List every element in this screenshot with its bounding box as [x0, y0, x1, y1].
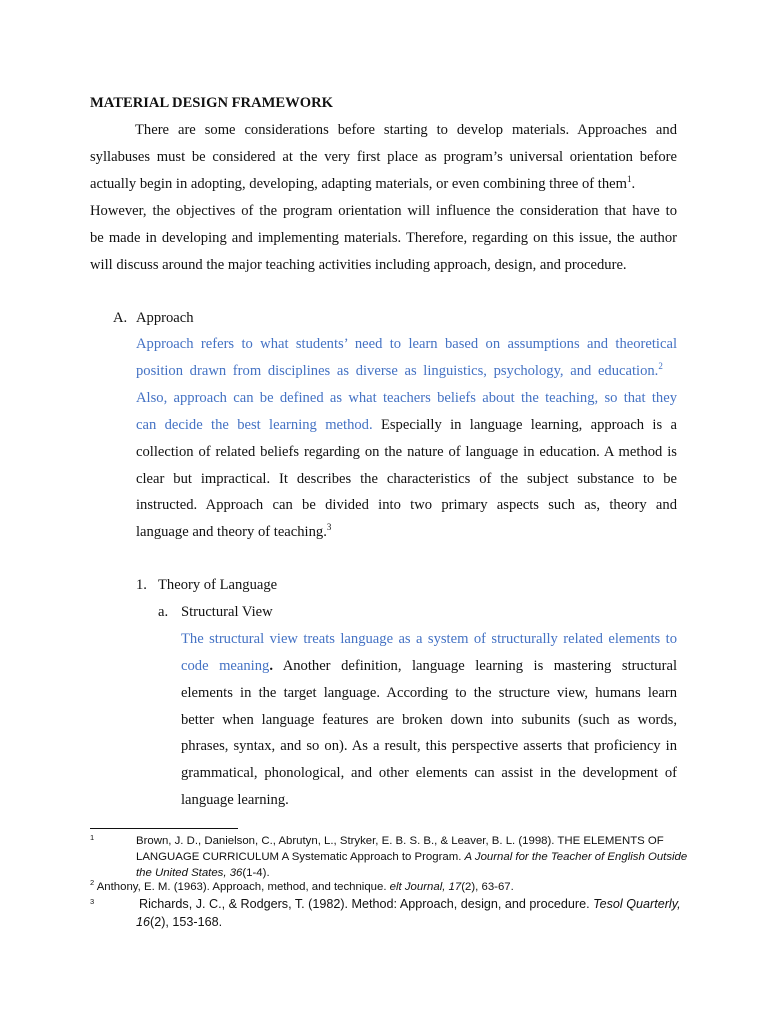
- approach-line: position drawn from disciplines as diverse as linguistics, psychology, and education.$^2$: [136, 361, 663, 379]
- item-heading: Structural View: [181, 604, 273, 620]
- footnote-ref: 2: [658, 361, 663, 372]
- footnote-separator: [90, 828, 238, 829]
- footnote-number: 2: [90, 878, 95, 888]
- intro-line: However, the objectives of the program orientation will influence the consideration that have to: [90, 203, 677, 219]
- approach-line: can decide the best learning method. Especially in language learning, approach is a: [136, 417, 677, 433]
- structural-line: code meaning. Another definition, language learning is mastering structural: [181, 658, 677, 674]
- section-heading: Approach: [136, 310, 194, 326]
- structural-line: language learning.: [181, 792, 289, 808]
- footnote-line: Richards, J. C., & Rodgers, T. (1982). Method: Approach, design, and procedure. Tesol Quarterly,: [139, 897, 681, 911]
- subsection-heading: Theory of Language: [158, 577, 278, 593]
- approach-line: language and theory of teaching.$^3$: [136, 522, 332, 540]
- approach-line: Also, approach can be defined as what teachers beliefs about the teaching, so that they: [136, 390, 677, 406]
- footnote-line: 16(2), 153-168.: [136, 915, 223, 929]
- approach-line: clear but impractical. It describes the characteristics of the subject substance to be: [136, 471, 677, 487]
- structural-line: phrases, syntax, and so on). As a result, this perspective asserts that proficiency in: [181, 738, 677, 754]
- footnote-ref: 1: [626, 174, 632, 185]
- footnote-number: 1: [90, 833, 95, 842]
- structural-line: grammatical, phonological, and other elements can assist in the development of: [181, 765, 677, 781]
- footnote-line: the United States, 36(1-4).: [136, 867, 270, 879]
- footnote-number: 3: [90, 897, 95, 906]
- section-marker: A.: [113, 310, 128, 326]
- approach-line: instructed. Approach can be divided into two primary aspects such as, theory and: [136, 497, 677, 513]
- approach-line: Approach refers to what students’ need to learn based on assumptions and theoretical: [136, 336, 677, 352]
- intro-line: actually begin in adopting, developing, adapting materials, or even combining three of them$^1$.: [90, 174, 636, 192]
- footnote-line: Brown, J. D., Danielson, C., Abrutyn, L., Stryker, E. B. S. B., & Leaver, B. L. (1998). THE ELEMENTS OF: [136, 835, 664, 847]
- intro-line: will discuss around the major teaching activities including approach, design, and procedure.: [90, 257, 627, 273]
- structural-line: elements in the target language. According to the structure view, humans learn: [181, 685, 677, 701]
- footnote-line: $^2$ Anthony, E. M. (1963). Approach, method, and technique. elt Journal, 17(2), 63-67.: [90, 878, 514, 893]
- approach-line: collection of related beliefs regarding on the nature of language in education. A method is: [136, 444, 677, 460]
- intro-line: syllabuses must be considered at the very first place as program’s universal orientation before: [90, 149, 677, 165]
- structural-line: better when language features are broken down into subunits (such as words,: [181, 712, 677, 728]
- intro-line: be made in developing and implementing materials. Therefore, regarding on this issue, the author: [90, 230, 677, 246]
- structural-line: The structural view treats language as a system of structurally related elements to: [181, 631, 677, 647]
- footnote-ref: 3: [326, 522, 332, 533]
- subsection-marker: 1.: [136, 577, 147, 593]
- footnote-line: LANGUAGE CURRICULUM A Systematic Approach to Program. A Journal for the Teacher of English Outside: [136, 851, 688, 863]
- item-marker: a.: [158, 604, 169, 620]
- intro-line: There are some considerations before starting to develop materials. Approaches and: [135, 122, 677, 138]
- document-title: MATERIAL DESIGN FRAMEWORK: [90, 95, 333, 111]
